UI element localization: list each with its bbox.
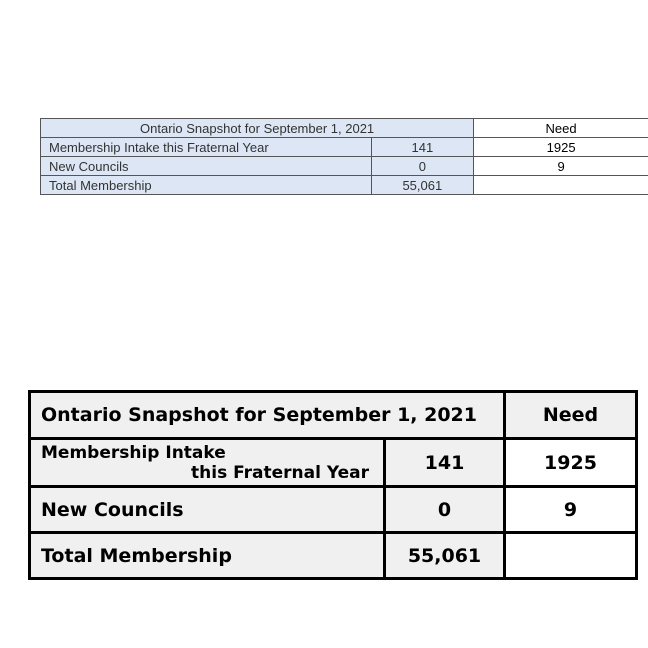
row-label: New Councils xyxy=(41,157,372,176)
snapshot-table-small xyxy=(40,118,648,195)
row-value: 55,061 xyxy=(371,176,474,195)
table-row xyxy=(30,487,637,533)
row-need xyxy=(505,533,637,579)
table-row xyxy=(30,533,637,579)
row-value: 55,061 xyxy=(385,533,505,579)
row-need: 9 xyxy=(474,157,648,176)
row-label: New Councils xyxy=(30,487,385,533)
row-label: Membership Intake this Fraternal Year xyxy=(41,138,372,157)
row-label: Total Membership xyxy=(30,533,385,579)
row-label-line1: Membership Intake xyxy=(41,442,226,463)
row-need: 9 xyxy=(505,487,637,533)
table-row xyxy=(41,157,648,176)
row-need: 1925 xyxy=(505,439,637,487)
table-row xyxy=(41,176,648,195)
row-label xyxy=(30,439,385,487)
row-label: Total Membership xyxy=(41,176,372,195)
table-header-row xyxy=(30,392,637,439)
snapshot-table-large xyxy=(28,390,638,580)
row-need xyxy=(474,176,648,195)
row-label-line2: this Fraternal Year xyxy=(191,462,369,483)
row-value: 141 xyxy=(385,439,505,487)
table-row xyxy=(41,138,648,157)
row-value: 0 xyxy=(385,487,505,533)
row-value: 0 xyxy=(371,157,474,176)
row-need: 1925 xyxy=(474,138,648,157)
row-value: 141 xyxy=(371,138,474,157)
table-header-row xyxy=(41,119,648,138)
table-title: Ontario Snapshot for September 1, 2021 xyxy=(41,119,474,138)
table-title: Ontario Snapshot for September 1, 2021 xyxy=(30,392,505,439)
need-header: Need xyxy=(474,119,648,138)
need-header: Need xyxy=(505,392,637,439)
table-row xyxy=(30,439,637,487)
